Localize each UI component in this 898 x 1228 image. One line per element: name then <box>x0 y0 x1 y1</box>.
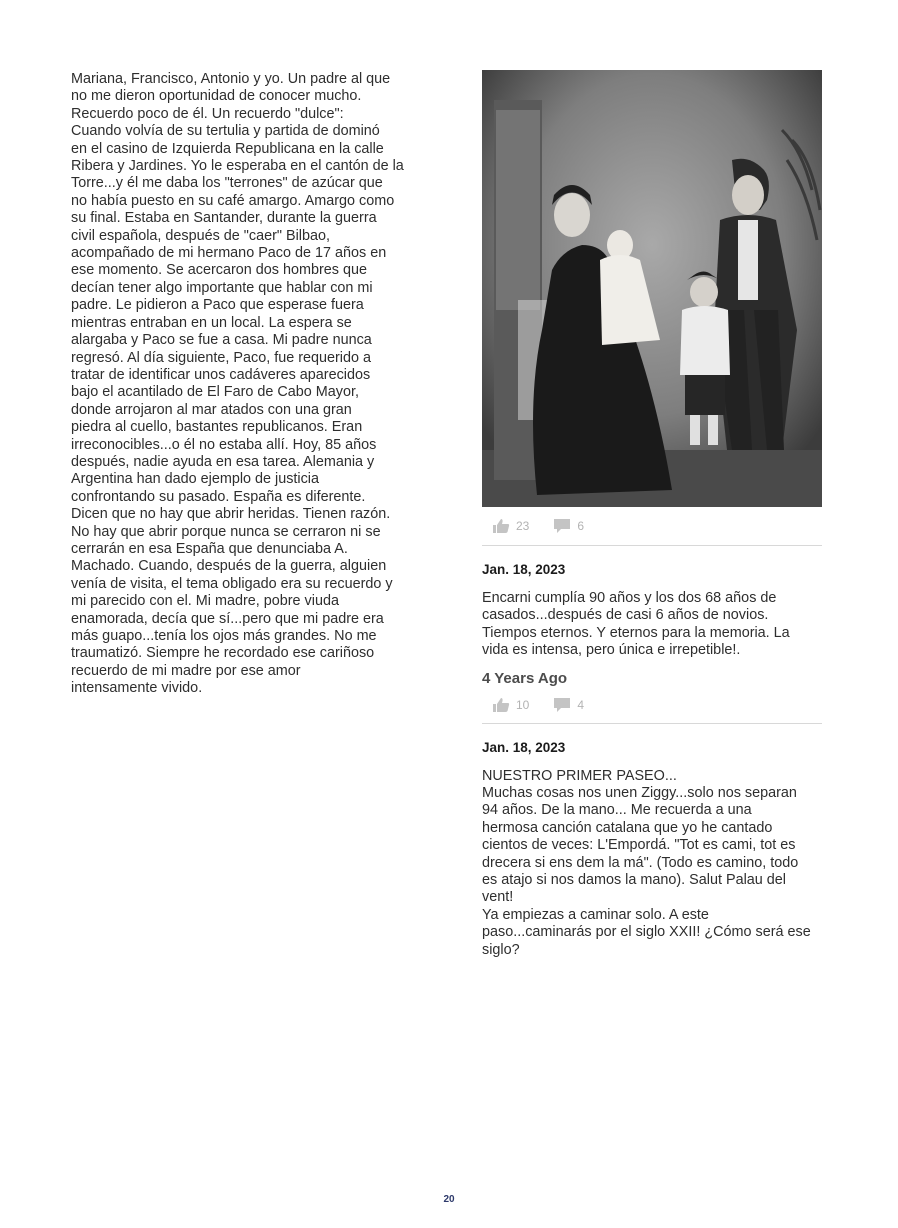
page-number: 20 <box>443 1194 455 1205</box>
text-line: no había puesto en su café amargo. Amargo como <box>71 192 395 209</box>
text-line: alargaba y Paco se fue a casa. Mi padre nunca <box>71 332 372 349</box>
text-line: decían tener algo importante que hablar con mi <box>71 279 373 296</box>
text-line: es atajo si nos damos la mano). Salut Palau del <box>482 872 786 889</box>
text-line: vent! <box>482 889 514 906</box>
text-line: mientras entraban en un local. La espera se <box>71 314 352 331</box>
posts-column <box>482 70 822 959</box>
text-line: intensamente vivido. <box>71 680 203 697</box>
post-date: Jan. 18, 2023 <box>482 562 566 577</box>
text-line: venía de visita, el tema obligado era su recuerdo y <box>71 575 393 592</box>
text-line: NUESTRO PRIMER PASEO... <box>482 767 677 784</box>
text-line: su final. Estaba en Santander, durante la guerra <box>71 210 377 227</box>
family-photo[interactable] <box>482 70 822 507</box>
text-line: Ribera y Jardines. Yo le esperaba en el cantón de la <box>71 158 404 175</box>
text-line: Tiempos eternos. Y eternos para la memoria. La <box>482 624 790 641</box>
post-age: 4 Years Ago <box>482 669 568 687</box>
text-line: enamorada, decía que sí...pero que mi padre era <box>71 610 384 627</box>
comment-icon[interactable] <box>553 697 571 713</box>
text-line: cerrarán en esa España que denunciaba A. <box>71 540 348 557</box>
text-line: paso...caminarás por el siglo XXII! ¿Cómo será ese <box>482 924 811 941</box>
text-line: confrontando su pasado. España es diferente. <box>71 488 366 505</box>
like-count: 10 <box>516 697 530 712</box>
text-line: no me dieron oportunidad de conocer mucho. <box>71 88 362 105</box>
thumbs-up-icon[interactable] <box>492 697 510 713</box>
text-line: civil española, después de "caer" Bilbao, <box>71 227 331 244</box>
comment-icon[interactable] <box>553 518 571 534</box>
post-text <box>482 590 822 660</box>
text-line: Cuando volvía de su tertulia y partida de dominó <box>71 123 380 140</box>
comment-count: 6 <box>577 519 585 533</box>
photo-reactions <box>482 507 822 546</box>
text-line: No hay que abrir porque nunca se cerraron ni se <box>71 523 381 540</box>
text-line: 94 años. De la mano... Me recuerda a una <box>482 802 752 819</box>
text-line: padre. Le pidieron a Paco que esperase fuera <box>71 297 364 314</box>
text-line: vida es intensa, pero única e irrepetible!. <box>482 642 741 659</box>
text-line: Machado. Cuando, después de la guerra, alguien <box>71 558 387 575</box>
post-reactions <box>482 687 822 724</box>
text-line: casados...después de casi 6 años de novios. <box>482 607 769 624</box>
text-line: Torre...y él me daba los "terrones" de azúcar que <box>71 175 383 192</box>
text-line: drecera si ens dem la má". (Todo es camino, todo <box>482 854 799 871</box>
text-line: Dicen que no hay que abrir heridas. Tienen razón. <box>71 506 391 523</box>
text-line: más guapo...tenía los ojos más grandes. No me <box>71 628 377 644</box>
comment-count: 4 <box>577 697 585 712</box>
text-line: en el casino de Izquierda Republicana en la calle <box>71 140 384 157</box>
text-line: irreconocibles...o él no estaba allí. Hoy, 85 años <box>71 436 377 453</box>
text-line: bajo el acantilado de El Faro de Cabo Mayor, <box>71 384 359 401</box>
text-line: después, nadie ayuda en esa tarea. Alemania y <box>71 453 375 470</box>
text-line: traumatizó. Siempre he recordado ese cariñoso <box>71 645 375 662</box>
thumbs-up-icon[interactable] <box>492 518 510 534</box>
post-text <box>482 768 822 959</box>
text-line: acompañado de mi hermano Paco de 17 años en <box>71 245 387 262</box>
text-line: Muchas cosas nos unen Ziggy...solo nos separan <box>482 785 797 802</box>
memoir-text <box>71 71 416 698</box>
text-line: Mariana, Francisco, Antonio y yo. Un padre al que <box>71 71 391 87</box>
text-line: tratar de identificar unos cadáveres aparecidos <box>71 366 371 383</box>
text-line: hermosa canción catalana que yo he cantado <box>482 819 773 836</box>
text-line: mi parecido con el. Mi madre, pobre viuda <box>71 593 339 610</box>
text-line: donde arrojaron al mar atados con una gran <box>71 401 352 418</box>
text-line: cientos de veces: L'Empordá. "Tot es cami, tot es <box>482 837 796 854</box>
text-line: ese momento. Se acercaron dos hombres que <box>71 262 367 279</box>
text-line: Recuerdo poco de él. Un recuerdo "dulce": <box>71 105 344 122</box>
post-date: Jan. 18, 2023 <box>482 739 566 755</box>
text-line: Ya empiezas a caminar solo. A este <box>482 906 709 923</box>
text-line: piedra al cuello, bastantes republicanos. Eran <box>71 419 363 436</box>
text-line: regresó. Al día siguiente, Paco, fue requerido a <box>71 349 371 366</box>
text-line: Encarni cumplía 90 años y los dos 68 años de <box>482 590 777 606</box>
text-line: recuerdo de mi madre por ese amor <box>71 662 301 679</box>
text-line: siglo? <box>482 941 520 958</box>
text-line: Argentina han dado ejemplo de justicia <box>71 471 320 488</box>
like-count: 23 <box>516 519 530 533</box>
